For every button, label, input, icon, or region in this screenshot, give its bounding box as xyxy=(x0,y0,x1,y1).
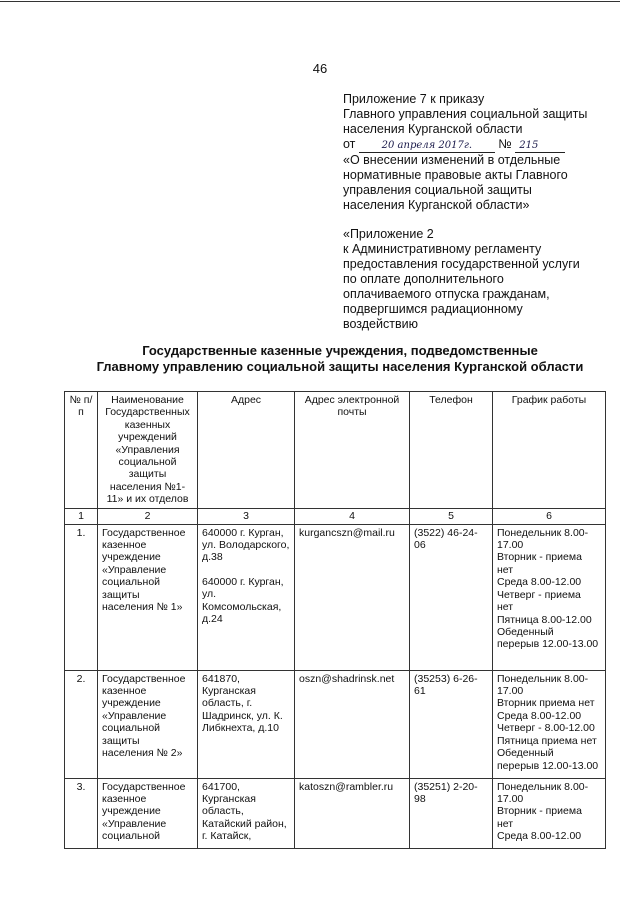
heading-line: Главному управлению социальной защиты населения Курганской области xyxy=(96,359,584,374)
schedule-line: Среда 8.00-12.00 xyxy=(497,830,582,843)
address-entry: 640000 г. Курган, ул. Комсомольская, д.24 xyxy=(202,575,284,626)
table-row xyxy=(65,778,606,848)
schedule-line: нет xyxy=(497,601,514,614)
column-number: 3 xyxy=(198,508,295,524)
schedule-line: Обеденный xyxy=(497,747,554,760)
schedule-line: нет xyxy=(497,817,514,830)
institution-email: oszn@shadrinsk.net xyxy=(295,670,410,778)
schedule-line: 17.00 xyxy=(497,793,524,806)
handwritten-number: 215 xyxy=(515,139,565,153)
sub-appendix-line: подвергшимся радиационному xyxy=(343,302,523,316)
from-label: от xyxy=(343,137,356,151)
schedule-line: Вторник приема нет xyxy=(497,697,595,710)
sub-appendix-line: предоставления государственной услуги xyxy=(343,257,580,271)
number-label: № xyxy=(498,137,512,151)
institution-name: Государственное казенное учреждение «Управление социальной защиты населения № 1» xyxy=(98,524,198,670)
order-date-line xyxy=(343,137,603,153)
appendix-line: Главного управления социальной защиты xyxy=(343,107,588,121)
column-number: 5 xyxy=(410,508,493,524)
column-number: 6 xyxy=(493,508,606,524)
institution-name: Государственное казенное учреждение «Управление социальной защиты населения № 2» xyxy=(98,670,198,778)
institution-name: Государственное казенное учреждение «Управление социальной xyxy=(98,778,198,848)
institution-address: 641700, Курганская область, Катайский район, г. Катайск, xyxy=(198,778,295,848)
schedule-line: Пятница 8.00-12.00 xyxy=(497,613,592,626)
schedule-line: нет xyxy=(497,563,514,576)
schedule-line: Понедельник 8.00- xyxy=(497,780,589,793)
order-title-line: управления социальной защиты xyxy=(343,183,532,197)
institution-schedule xyxy=(493,670,606,778)
sub-appendix-line: к Административному регламенту xyxy=(343,242,542,256)
institution-email: kurgancszn@mail.ru xyxy=(295,524,410,670)
address-entry: 640000 г. Курган, ул. Володарского, д.38 xyxy=(202,526,290,564)
table-heading xyxy=(60,343,620,375)
table-header-row xyxy=(65,392,606,509)
order-title-line: «О внесении изменений в отдельные xyxy=(343,153,561,167)
column-number: 2 xyxy=(98,508,198,524)
appendix-block xyxy=(343,92,603,332)
page-number: 46 xyxy=(312,61,328,76)
institution-phone: (35251) 2-20-98 xyxy=(410,778,493,848)
col-header-number: № п/п xyxy=(65,392,98,509)
column-number-row xyxy=(65,508,606,524)
sub-appendix-line: оплачиваемого отпуска гражданам, xyxy=(343,287,550,301)
spacer xyxy=(202,564,290,576)
schedule-line: 17.00 xyxy=(497,539,524,552)
schedule-line: Понедельник 8.00- xyxy=(497,526,589,539)
col-header-name: Наименование Государственных казенных учреждений «Управления социальной защиты населения №1-11» и их отделов xyxy=(98,392,198,509)
appendix-line: населения Курганской области xyxy=(343,122,523,136)
institution-schedule xyxy=(493,524,606,670)
schedule-line: Вторник - приема xyxy=(497,805,582,818)
schedule-line: Обеденный xyxy=(497,625,554,638)
sub-appendix-line: воздействию xyxy=(343,317,418,331)
schedule-line: перерыв 12.00-13.00 xyxy=(497,638,599,651)
col-header-address: Адрес xyxy=(198,392,295,509)
institution-email: katoszn@rambler.ru xyxy=(295,778,410,848)
sub-appendix-line: по оплате дополнительного xyxy=(343,272,504,286)
institutions-table xyxy=(64,391,606,849)
table-row xyxy=(65,670,606,778)
column-number: 4 xyxy=(295,508,410,524)
col-header-phone: Телефон xyxy=(410,392,493,509)
order-title-line: нормативные правовые акты Главного xyxy=(343,168,568,182)
handwritten-date: 20 апреля 2017г. xyxy=(359,139,495,153)
schedule-line: Четверг - приема xyxy=(497,588,581,601)
schedule-line: Пятница приема нет xyxy=(497,734,597,747)
heading-line: Государственные казенные учреждения, подведомственные xyxy=(142,343,538,358)
column-number: 1 xyxy=(65,508,98,524)
row-number: 2. xyxy=(65,670,98,778)
sub-appendix-line: «Приложение 2 xyxy=(343,227,434,241)
schedule-line: Вторник - приема xyxy=(497,551,582,564)
schedule-line: Понедельник 8.00- xyxy=(497,672,589,685)
schedule-line: 17.00 xyxy=(497,685,524,698)
top-rule xyxy=(0,1,620,2)
institution-schedule xyxy=(493,778,606,848)
institution-address: 641870, Курганская область, г. Шадринск, ул. К. Либкнехта, д.10 xyxy=(198,670,295,778)
institution-address xyxy=(198,524,295,670)
order-title-line: населения Курганской области» xyxy=(343,198,530,212)
table-row xyxy=(65,524,606,670)
schedule-line: Среда 8.00-12.00 xyxy=(497,709,582,722)
institution-phone: (3522) 46-24-06 xyxy=(410,524,493,670)
institution-phone: (35253) 6-26-61 xyxy=(410,670,493,778)
appendix-line: Приложение 7 к приказу xyxy=(343,92,485,106)
spacer xyxy=(343,213,603,227)
col-header-email: Адрес электронной почты xyxy=(295,392,410,509)
schedule-line: Среда 8.00-12.00 xyxy=(497,576,582,589)
row-number: 3. xyxy=(65,778,98,848)
schedule-line: Четверг - 8.00-12.00 xyxy=(497,722,595,735)
row-number: 1. xyxy=(65,524,98,670)
schedule-line: перерыв 12.00-13.00 xyxy=(497,759,599,772)
col-header-schedule: График работы xyxy=(493,392,606,509)
